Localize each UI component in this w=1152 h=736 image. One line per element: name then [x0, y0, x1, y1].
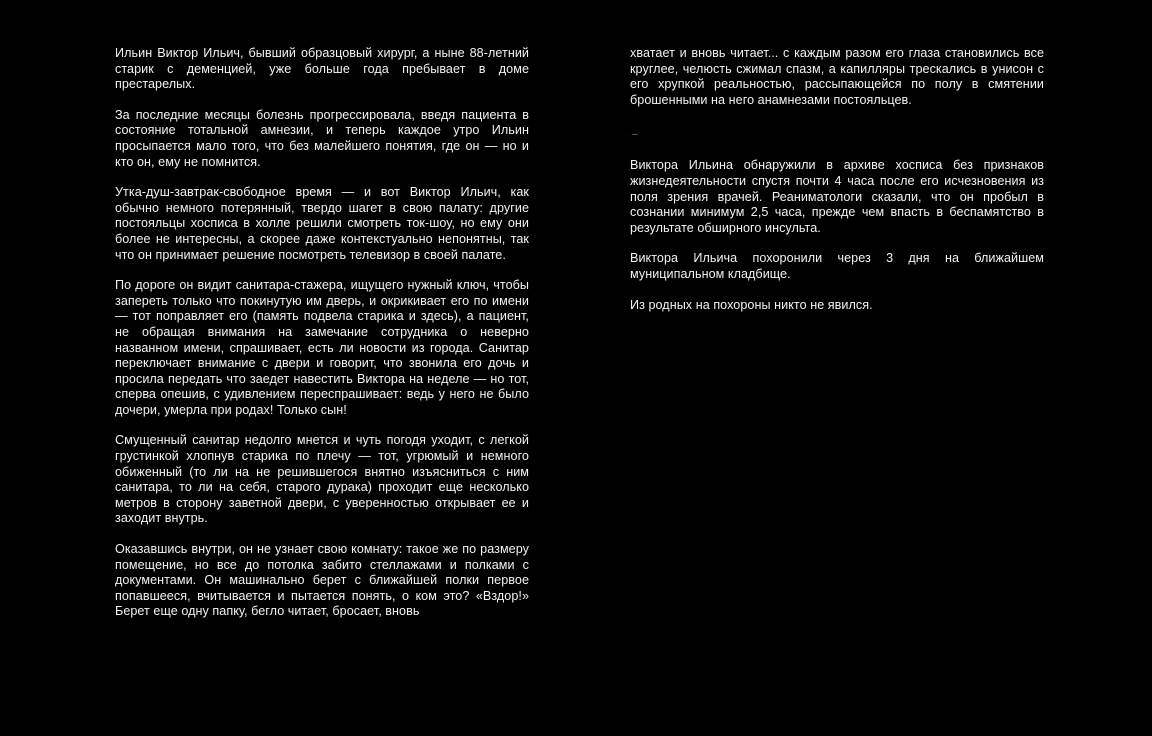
paragraph: Смущенный санитар недолго мнется и чуть погодя уходит, с легкой грустинкой хлопнув старика по плечу — тот, угрюмый и немного обиженный (то ли на не решившегося внятно изъясниться с ним санитара, то ли на себя, старого дурака) проходит еще несколько метров в сторону заветной двери, с уверенностью открывает ее и заходит внутрь. [115, 433, 529, 526]
right-text-column [630, 46, 1044, 328]
paragraph: Ильин Виктор Ильич, бывший образцовый хирург, а ныне 88-летний старик с деменцией, уже больше года пребывает в доме престарелых. [115, 46, 529, 92]
paragraph: Оказавшись внутри, он не узнает свою комнату: такое же по размеру помещение, но все до потолка забито стеллажами и полками с документами. Он машинально берет с ближайшей полки первое попавшееся, вчитывается и пытается понять, о ком это? «Вздор!» Берет еще одну папку, бегло читает, бросает, вновь [115, 542, 529, 619]
paragraph: За последние месяцы болезнь прогрессировала, введя пациента в состояние тотальной амнезии, и теперь каждое утро Ильин просыпается мало того, что без малейшего понятия, где он — но и кто он, ему не помнится. [115, 107, 529, 169]
paragraph: Виктора Ильича похоронили через 3 дня на ближайшем муниципальном кладбище. [630, 251, 1044, 281]
paragraph: По дороге он видит санитара-стажера, ищущего нужный ключ, чтобы запереть только что покинутую им дверь, и окрикивает его по имени — тот поправляет его (память подвела старика и здесь), а пациент, не обращая внимания на замечание сотрудника о неверно названном имени, спрашивает, есть ли новости из города. Санитар переключает внимание с двери и говорит, что звонила его дочь и просила передать что заедет навестить Виктора на неделе — но тот, сперва опешив, с удивлением переспрашивает: ведь у него не было дочери, умерла при родах! Только сын! [115, 278, 529, 417]
paragraph: Виктора Ильина обнаружили в архиве хосписа без признаков жизнедеятельности спустя почти 4 часа после его исчезновения из поля зрения врачей. Реаниматологи сказали, что он пробыл в сознании минимум 2,5 часа, прежде чем впасть в беспамятство в результате обширного инсульта. [630, 158, 1044, 235]
section-separator [632, 134, 638, 135]
paragraph: хватает и вновь читает... с каждым разом его глаза становились все круглее, челюсть сжимал спазм, а капилляры трескались в унисон с его хрупкой реальностью, рассыпающейся по полу в смятении брошенными на него анамнезами постояльцев. [630, 46, 1044, 107]
left-text-column [115, 46, 529, 635]
paragraph: Утка-душ-завтрак-свободное время — и вот Виктор Ильич, как обычно немного потерянный, твердо шагет в свою палату: другие постояльцы хосписа в холле решили смотреть ток-шоу, но ему они более не интересны, а скорее даже контекстуально непонятны, так что он принимает решение посмотреть телевизор в своей палате. [115, 185, 529, 262]
paragraph: Из родных на похороны никто не явился. [630, 297, 873, 312]
